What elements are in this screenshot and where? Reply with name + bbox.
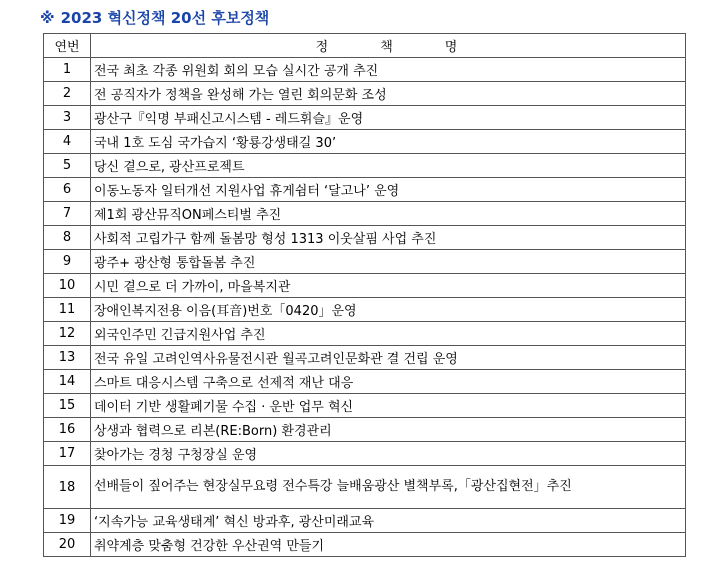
- row-number: 19: [44, 509, 91, 533]
- policy-name: 전 공직자가 정책을 완성해 가는 열린 회의문화 조성: [91, 82, 686, 106]
- policy-name: 광주+ 광산형 통합돌봄 추진: [91, 250, 686, 274]
- table-row: [44, 82, 686, 106]
- row-number: 6: [44, 178, 91, 202]
- table-row: [44, 370, 686, 394]
- policy-name: 당신 곁으로, 광산프로젝트: [91, 154, 686, 178]
- row-number: 18: [44, 466, 91, 509]
- policy-name: 외국인주민 긴급지원사업 추진: [91, 322, 686, 346]
- policy-name: 국내 1호 도심 국가습지 ‘황룡강생태길 30’: [91, 130, 686, 154]
- row-number: 14: [44, 370, 91, 394]
- header-no: 연번: [44, 34, 91, 58]
- policy-name: 상생과 협력으로 리본(RE:Born) 환경관리: [91, 418, 686, 442]
- table-row: [44, 322, 686, 346]
- row-number: 8: [44, 226, 91, 250]
- table-row: [44, 202, 686, 226]
- policy-name: 장애인복지전용 이음(耳音)번호「0420」운영: [91, 298, 686, 322]
- table-row: [44, 130, 686, 154]
- table-row: [44, 226, 686, 250]
- table-row: [44, 509, 686, 533]
- table-row: [44, 154, 686, 178]
- policy-name: 사회적 고립가구 함께 돌봄망 형성 1313 이웃살핌 사업 추진: [91, 226, 686, 250]
- row-number: 17: [44, 442, 91, 466]
- table-row: [44, 466, 686, 509]
- policy-name: 전국 최초 각종 위원회 회의 모습 실시간 공개 추진: [91, 58, 686, 82]
- row-number: 7: [44, 202, 91, 226]
- row-number: 5: [44, 154, 91, 178]
- row-number: 15: [44, 394, 91, 418]
- table-row: [44, 418, 686, 442]
- row-number: 1: [44, 58, 91, 82]
- row-number: 10: [44, 274, 91, 298]
- policy-name: 취약계층 맞춤형 건강한 우산권역 만들기: [91, 533, 686, 557]
- policy-table: [43, 33, 686, 557]
- policy-name: 시민 곁으로 더 가까이, 마을복지관: [91, 274, 686, 298]
- policy-name: 제1회 광산뮤직ON페스티벌 추진: [91, 202, 686, 226]
- table-row: [44, 442, 686, 466]
- reference-mark: ※: [40, 9, 55, 27]
- title-text: 2023 혁신정책 20선 후보정책: [60, 9, 270, 27]
- row-number: 11: [44, 298, 91, 322]
- table-row: [44, 178, 686, 202]
- table-row: [44, 250, 686, 274]
- table-row: [44, 394, 686, 418]
- policy-name: 찾아가는 경청 구청장실 운영: [91, 442, 686, 466]
- row-number: 3: [44, 106, 91, 130]
- policy-name: 데이터 기반 생활폐기물 수집 · 운반 업무 혁신: [91, 394, 686, 418]
- table-row: [44, 346, 686, 370]
- policy-name: 스마트 대응시스템 구축으로 선제적 재난 대응: [91, 370, 686, 394]
- table-row: [44, 274, 686, 298]
- header-policy-name: 정책명: [91, 34, 686, 58]
- table-row: [44, 58, 686, 82]
- policy-name: 전국 유일 고려인역사유물전시관 월곡고려인문화관 결 건립 운영: [91, 346, 686, 370]
- policy-name: 광산구『익명 부패신고시스템 - 레드휘슬』운영: [91, 106, 686, 130]
- policy-name: ‘지속가능 교육생태계’ 혁신 방과후, 광산미래교육: [91, 509, 686, 533]
- policy-name: 선배들이 짚어주는 현장실무요령 전수특강 늘배움광산 별책부록,「광산집현전」추진: [91, 466, 686, 509]
- row-number: 16: [44, 418, 91, 442]
- row-number: 2: [44, 82, 91, 106]
- row-number: 9: [44, 250, 91, 274]
- policy-name: 이동노동자 일터개선 지원사업 휴게쉼터 ‘달고나’ 운영: [91, 178, 686, 202]
- row-number: 20: [44, 533, 91, 557]
- table-row: [44, 533, 686, 557]
- row-number: 12: [44, 322, 91, 346]
- page-title: [40, 7, 269, 28]
- table-row: [44, 106, 686, 130]
- row-number: 4: [44, 130, 91, 154]
- row-number: 13: [44, 346, 91, 370]
- table-row: [44, 298, 686, 322]
- table-header-row: [44, 34, 686, 58]
